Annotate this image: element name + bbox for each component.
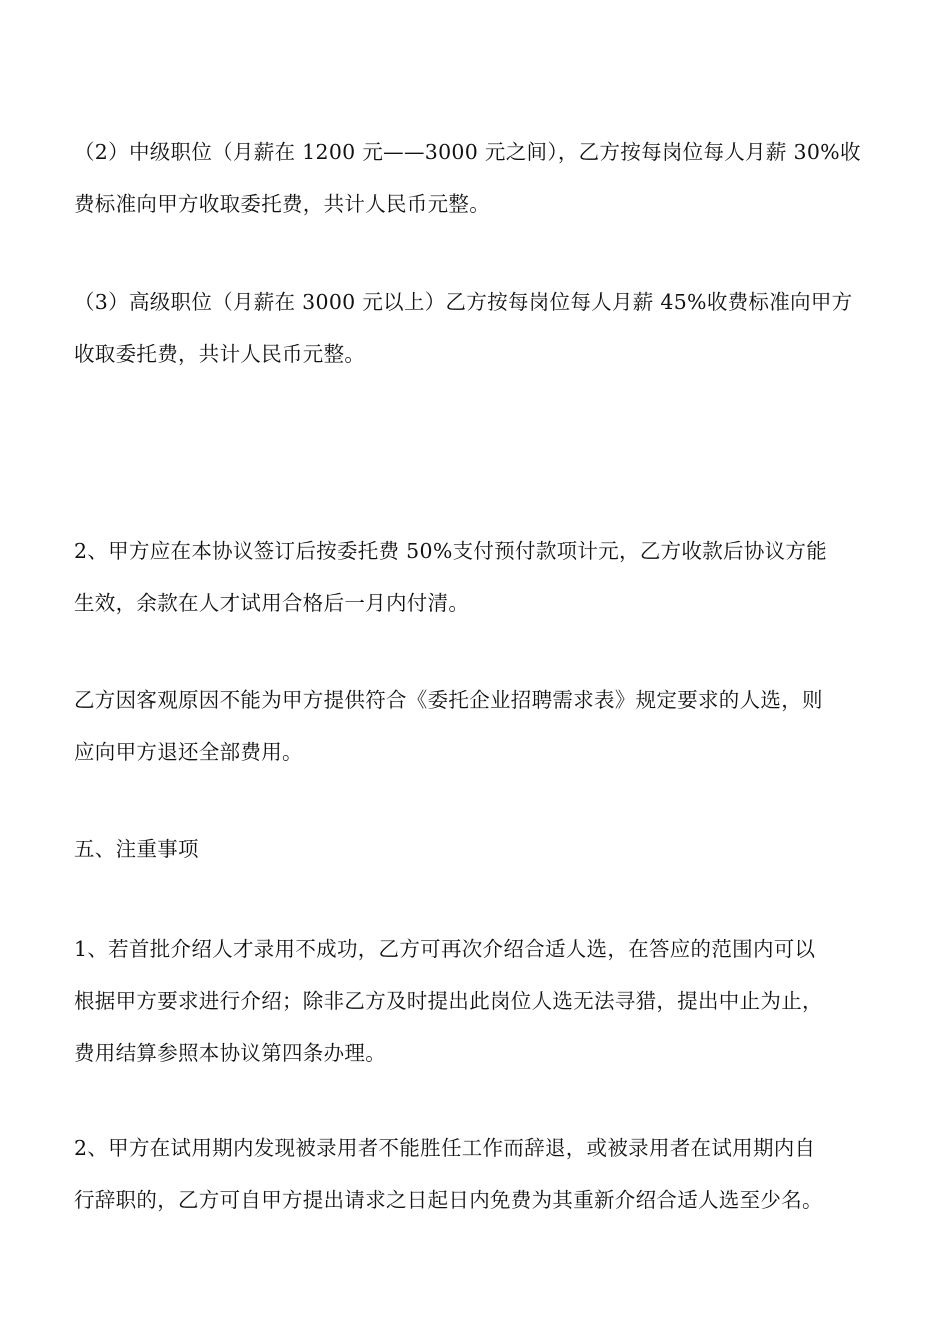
section-heading-text: 五、注重事项 [74,837,199,861]
text-line: 生效，余款在人才试用合格后一月内付清。 [74,591,470,615]
text-line: （3）高级职位（月薪在 3000 元以上）乙方按每岗位每人月薪 45%收费标准向甲方 [74,290,853,314]
paragraph-mid-level-fee [74,126,880,230]
paragraph-prepayment-clause [74,525,880,629]
text-line: 行辞职的，乙方可自甲方提出请求之日起日内免费为其重新介绍合适人选至少名。 [74,1188,823,1212]
text-line: 应向甲方退还全部费用。 [74,740,303,764]
paragraph-senior-level-fee [74,276,880,380]
text-line: 费用结算参照本协议第四条办理。 [74,1041,386,1065]
paragraph-refund-clause [74,674,880,778]
section-heading-notes [74,823,880,875]
text-line: 2、甲方应在本协议签订后按委托费 50%支付预付款项计元，乙方收款后协议方能 [74,539,828,563]
text-line: 根据甲方要求进行介绍；除非乙方及时提出此岗位人选无法寻猎，提出中止为止， [74,989,823,1013]
text-line: 1、若首批介绍人才录用不成功，乙方可再次介绍合适人选，在答应的范围内可以 [74,937,816,961]
text-line: 收取委托费，共计人民币元整。 [74,342,366,366]
paragraph-reintroduction-clause [74,923,880,1079]
text-line: 2、甲方在试用期内发现被录用者不能胜任工作而辞退，或被录用者在试用期内自 [74,1136,816,1160]
text-line: 费标准向甲方收取委托费，共计人民币元整。 [74,192,490,216]
paragraph-trial-period-clause [74,1122,880,1226]
text-line: （2）中级职位（月薪在 1200 元——3000 元之间），乙方按每岗位每人月薪 30%收 [74,140,861,164]
text-line: 乙方因客观原因不能为甲方提供符合《委托企业招聘需求表》规定要求的人选，则 [74,688,823,712]
